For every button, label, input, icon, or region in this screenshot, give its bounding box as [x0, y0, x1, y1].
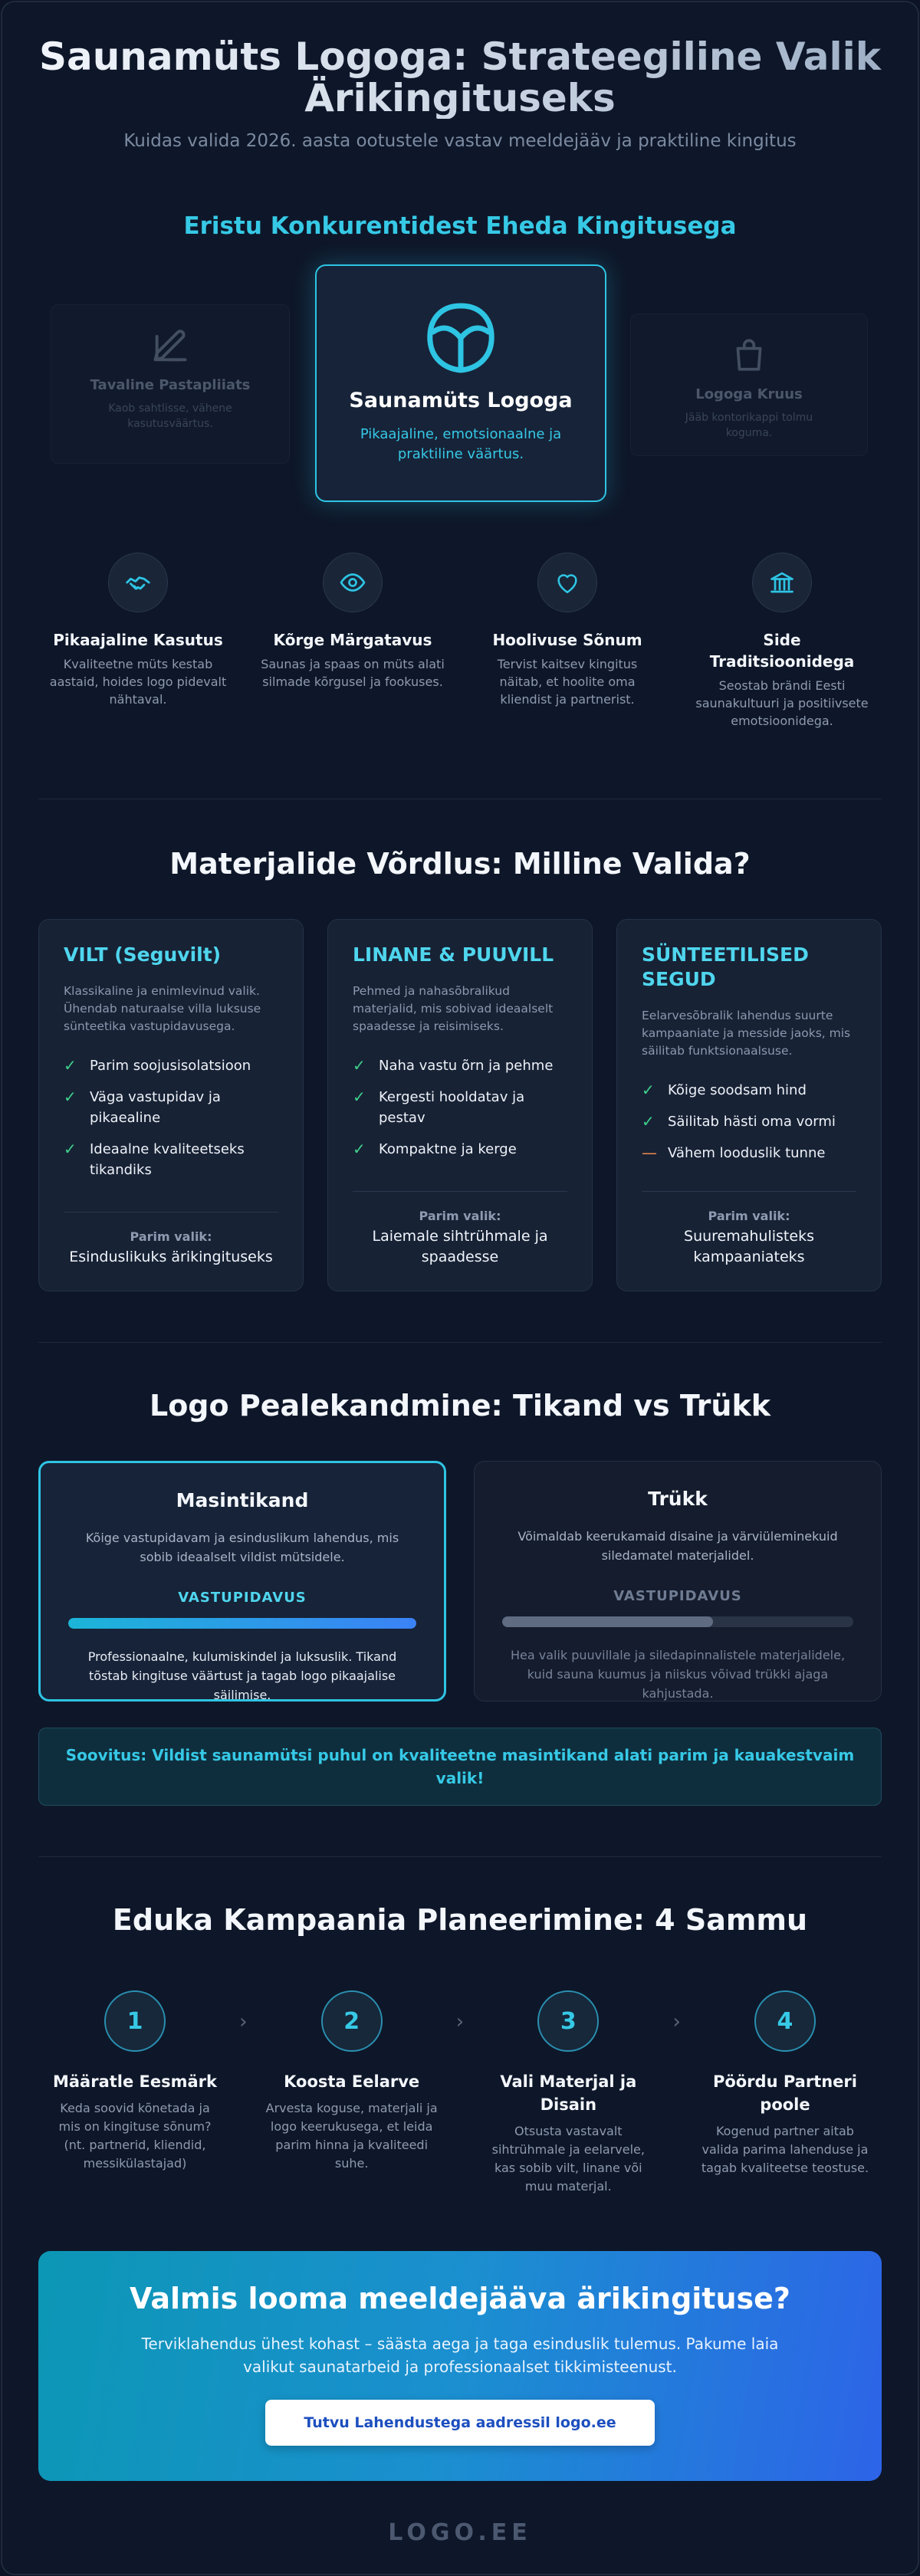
list-item-text: Kompaktne ja kerge — [379, 1141, 517, 1157]
comparison-card-title: Logoga Kruus — [695, 386, 803, 402]
list-item-text: Säilitab hästi oma vormi — [668, 1114, 836, 1130]
durability-label: VASTUPIDAVUS — [613, 1588, 742, 1604]
check-icon: ✓ — [353, 1140, 366, 1158]
best-choice-value: Laiemale sihtrühmale ja spaadesse — [372, 1228, 548, 1265]
print-card — [474, 1461, 882, 1701]
step-desc: Kogenud partner aitab valida parima lahenduse ja tagab kvaliteetse teostuse. — [701, 2124, 869, 2175]
comparison-card-pen — [51, 304, 290, 464]
benefit-title: Side Traditsioonidega — [709, 631, 855, 671]
step-desc: Otsusta vastavalt sihtrühmale ja eelarvele, kas sobib vilt, linane või muu materjal. — [491, 2124, 645, 2194]
comparison-card-mug — [630, 313, 868, 456]
step-number: 4 — [754, 1990, 816, 2052]
list-item — [64, 1055, 278, 1076]
cta-button[interactable]: Tutvu Lahendustega aadressil logo.ee — [265, 2400, 655, 2446]
check-icon: ✓ — [353, 1088, 366, 1106]
materials-row — [38, 919, 882, 1291]
page-frame — [1, 1, 919, 2575]
check-icon: ✓ — [64, 1140, 77, 1158]
check-icon: ✓ — [64, 1056, 77, 1075]
list-item-text: Väga vastupidav ja pikaealine — [90, 1089, 221, 1126]
material-desc: Pehmed ja nahasõbralikud materjalid, mis sobivad ideaalselt spaadesse ja reisimiseks. — [353, 984, 554, 1033]
comparison-card-desc: Pikaajaline, emotsionaalne ja praktiline väärtus. — [360, 426, 562, 462]
handshake-icon — [108, 553, 168, 612]
material-title: LINANE & PUUVILL — [353, 943, 554, 966]
application-title: Trükk — [648, 1488, 708, 1510]
durability-bar — [502, 1616, 853, 1627]
best-choice — [353, 1191, 567, 1268]
page-subtitle: Kuidas valida 2026. aasta ootustele vastav meeldejääv ja praktiline kingitus — [123, 131, 797, 151]
material-feature-list — [353, 1055, 567, 1160]
list-item — [64, 1087, 278, 1128]
list-item-text: Kõige soodsam hind — [668, 1082, 807, 1098]
material-card — [616, 919, 882, 1291]
material-title: VILT (Seguvilt) — [64, 943, 222, 966]
list-item — [353, 1055, 567, 1076]
steps-row — [38, 1990, 882, 2196]
list-item — [353, 1139, 567, 1160]
cta-banner — [38, 2251, 882, 2481]
application-desc: Võimaldab keerukamaid disaine ja värviüleminekuid siledamatel materjalidel. — [518, 1529, 838, 1563]
step-title: Koosta Eelarve — [284, 2072, 420, 2091]
chevron-right-icon: › — [455, 2010, 465, 2033]
benefit-item — [690, 553, 874, 730]
comparison-row — [38, 264, 882, 510]
chevron-right-icon: › — [239, 2010, 248, 2033]
page-title: Saunamüts Logoga: Strateegiline Valik Ärikingituseks — [38, 2, 882, 119]
list-item — [64, 1139, 278, 1180]
benefit-desc: Tervist kaitsev kingitus näitab, et hoolite oma kliendist ja partnerist. — [497, 657, 638, 707]
list-item — [642, 1143, 856, 1163]
step-title: Pöördu Partneri poole — [712, 2072, 857, 2114]
best-choice-value: Suuremahulisteks kampaaniateks — [684, 1228, 814, 1265]
benefit-title: Pikaajaline Kasutus — [53, 631, 223, 649]
list-item — [642, 1111, 856, 1132]
check-icon: ✓ — [642, 1081, 655, 1099]
best-choice-label: Parim valik: — [130, 1229, 212, 1244]
step-desc: Keda soovid kõnetada ja mis on kingituse sõnum? (nt. partnerid, kliendid, messikülastajad) — [58, 2101, 212, 2171]
application-heading: Logo Pealekandmine: Tikand vs Trükk — [149, 1389, 770, 1423]
list-item-text: Parim soojusisolatsioon — [90, 1058, 251, 1074]
best-choice-label: Parim valik: — [419, 1209, 501, 1223]
durability-bar-fill — [68, 1618, 416, 1629]
step-item — [481, 1990, 656, 2196]
comparison-card-sauna-hat — [315, 264, 606, 502]
check-icon: ✓ — [64, 1088, 77, 1106]
shopping-bag-icon — [631, 336, 867, 376]
application-note: Professionaalne, kulumiskindel ja luksuslik. Tikand tõstab kingituse väärtust ja tagab logo pikaajalise säilimise. — [87, 1649, 397, 1702]
benefit-desc: Seostab brändi Eesti saunakultuuri ja positiivsete emotsioonidega. — [695, 678, 869, 728]
list-item — [642, 1080, 856, 1101]
benefit-title: Hoolivuse Sõnum — [492, 631, 642, 649]
application-title: Masintikand — [176, 1489, 309, 1511]
application-desc: Kõige vastupidavam ja esinduslikum lahendus, mis sobib ideaalselt vildist mütsidele. — [85, 1531, 399, 1564]
application-note: Hea valik puuvillale ja siledapinnalistele materjalidele, kuid sauna kuumus ja niiskus võivad trükki ajaga kahjustada. — [510, 1648, 846, 1701]
best-choice — [642, 1191, 856, 1268]
benefit-item — [475, 553, 659, 730]
step-title: Määratle Eesmärk — [52, 2072, 218, 2091]
recommendation-banner: Soovitus: Vildist saunamütsi puhul on kvaliteetne masintikand alati parim ja kauakestvaim valik! — [38, 1728, 882, 1806]
sauna-hat-icon — [317, 298, 605, 375]
pencil-icon — [51, 327, 289, 366]
section-divider — [38, 1856, 882, 1857]
list-item-text: Ideaalne kvaliteetseks tikandiks — [90, 1141, 245, 1178]
steps-heading: Eduka Kampaania Planeerimine: 4 Sammu — [112, 1903, 808, 1937]
eye-icon — [323, 553, 383, 612]
footer-logo: LOGO.EE — [388, 2519, 532, 2546]
durability-bar — [68, 1618, 416, 1629]
chevron-right-icon: › — [672, 2010, 681, 2033]
material-desc: Eelarvesõbralik lahendus suurte kampaaniate ja messide jaoks, mis säilitab funktsionaalsuse. — [642, 1009, 851, 1058]
list-item-text: Naha vastu õrn ja pehme — [379, 1058, 554, 1074]
step-title: Vali Materjal ja Disain — [500, 2072, 637, 2114]
step-number: 2 — [321, 1990, 383, 2052]
heart-icon — [537, 553, 597, 612]
best-choice — [64, 1212, 278, 1268]
material-card — [38, 919, 304, 1291]
compare-heading: Eristu Konkurentidest Eheda Kingitusega — [183, 212, 737, 240]
material-title: SÜNTEETILISED SEGUD — [642, 943, 809, 990]
step-number: 1 — [104, 1990, 166, 2052]
best-choice-value: Esinduslikuks ärikingituseks — [69, 1249, 273, 1265]
benefit-item — [46, 553, 230, 730]
durability-bar-fill — [502, 1616, 713, 1627]
best-choice-label: Parim valik: — [708, 1209, 790, 1223]
materials-heading: Materjalide Võrdlus: Milline Valida? — [169, 847, 751, 881]
page-content — [38, 2, 882, 2546]
list-item — [353, 1087, 567, 1128]
material-feature-list — [642, 1080, 856, 1163]
list-item-text: Vähem looduslik tunne — [668, 1145, 826, 1161]
minus-icon: — — [642, 1144, 657, 1162]
comparison-card-title: Saunamüts Logoga — [349, 389, 573, 412]
bank-icon — [752, 553, 812, 612]
benefit-desc: Kvaliteetne müts kestab aastaid, hoides logo pidevalt nähtaval. — [49, 657, 227, 707]
section-divider — [38, 1342, 882, 1343]
material-desc: Klassikaline ja enimlevinud valik. Ühendab naturaalse villa luksuse sünteetika vastupidavusega. — [64, 984, 261, 1033]
comparison-card-desc: Jääb kontorikappi tolmu koguma. — [685, 412, 813, 439]
step-item — [698, 1990, 872, 2177]
step-desc: Arvesta koguse, materjali ja logo keerukusega, et leida parim hinna ja kvaliteedi suhe. — [265, 2101, 438, 2171]
benefit-title: Kõrge Märgatavus — [273, 631, 432, 649]
check-icon: ✓ — [353, 1056, 366, 1075]
list-item-text: Kergesti hooldatav ja pestav — [379, 1089, 525, 1126]
comparison-card-desc: Kaob sahtlisse, vähene kasutusväärtus. — [108, 402, 232, 430]
embroidery-card — [38, 1461, 446, 1701]
application-row — [38, 1461, 882, 1701]
cta-title: Valmis looma meeldejääva ärikingituse? — [130, 2282, 790, 2315]
comparison-card-title: Tavaline Pastapliiats — [90, 377, 251, 393]
material-feature-list — [64, 1055, 278, 1180]
check-icon: ✓ — [642, 1112, 655, 1130]
durability-label: VASTUPIDAVUS — [178, 1590, 307, 1606]
step-number: 3 — [537, 1990, 599, 2052]
cta-desc: Terviklahendus ühest kohast – säästa aega ja taga esinduslik tulemus. Pakume laia valikut saunatarbeid ja professionaalset tikkimisteenust. — [141, 2335, 779, 2376]
benefits-row — [38, 553, 882, 730]
step-item — [264, 1990, 439, 2173]
benefit-item — [261, 553, 445, 730]
benefit-desc: Saunas ja spaas on müts alati silmade kõrgusel ja fookuses. — [261, 657, 445, 689]
step-item — [48, 1990, 222, 2173]
material-card — [327, 919, 593, 1291]
